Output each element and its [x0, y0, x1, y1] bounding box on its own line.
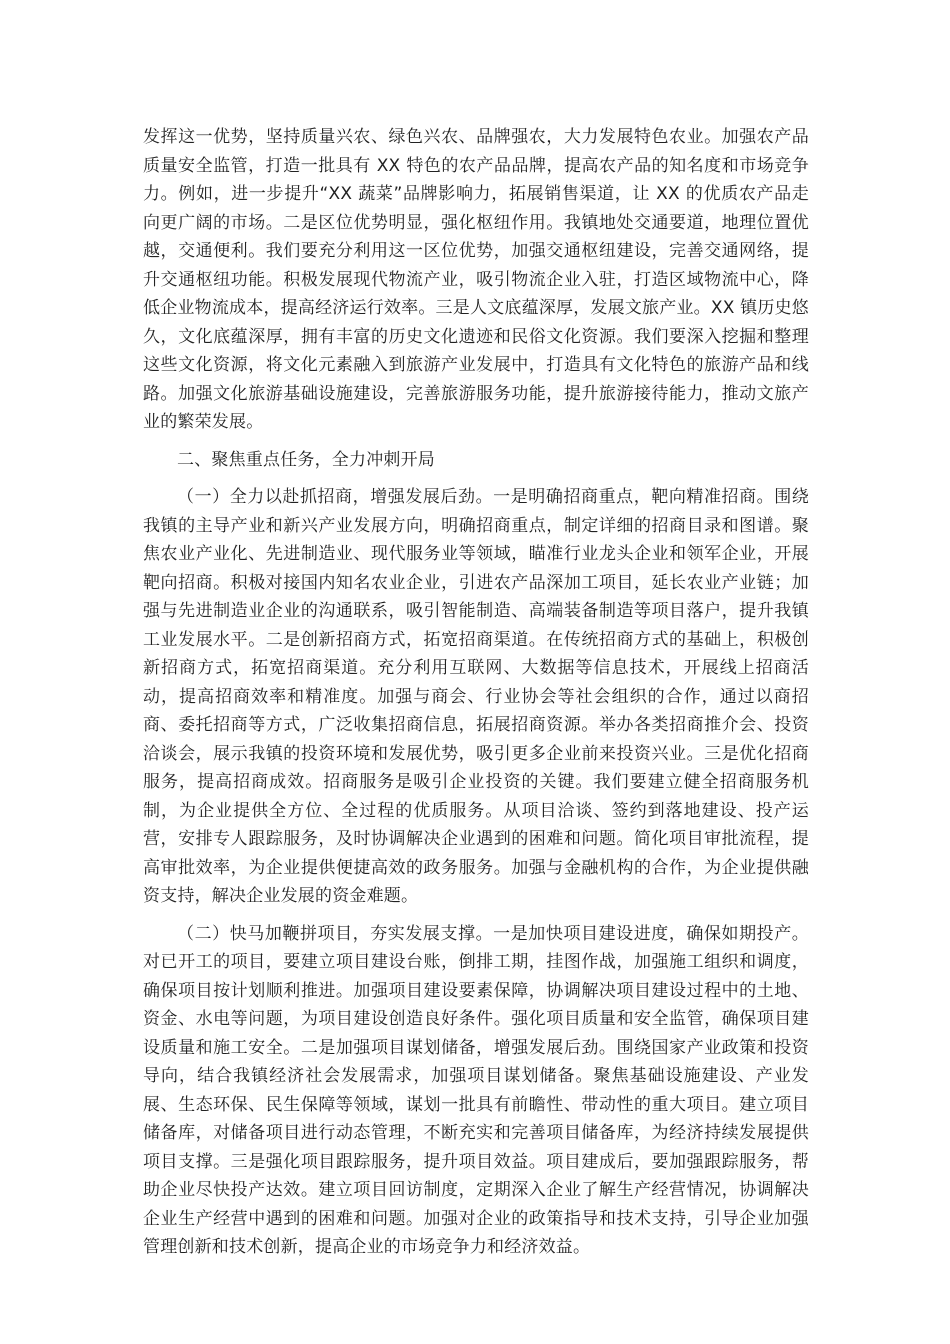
paragraph-body-continuation: 发挥这一优势，坚持质量兴农、绿色兴农、品牌强农，大力发展特色农业。加强农产品质量安全监管，打造一批具有 XX 特色的农产品品牌，提高农产品的知名度和市场竞争力。例如，进一步提升“XX 蔬菜”品牌影响力，拓展销售渠道，让 XX 的优质农产品走向更广阔的市场。二是区位优势明显，强化枢纽作用。我镇地处交通要道，地理位置优越，交通便利。我们要充分利用这一区位优势，加强交通枢纽建设，完善交通网络，提升交通枢纽功能。积极发展现代物流产业，吸引物流企业入驻，打造区域物流中心，降低企业物流成本，提高经济运行效率。三是人文底蕴深厚，发展文旅产业。XX 镇历史悠久，文化底蕴深厚，拥有丰富的历史文化遗迹和民俗文化资源。我们要深入挖掘和整理这些文化资源，将文化元素融入到旅游产业发展中，打造具有文化特色的旅游产品和线路。加强文化旅游基础设施建设，完善旅游服务功能，提升旅游接待能力，推动文旅产业的繁荣发展。	[143, 127, 809, 432]
document-page	[143, 123, 809, 1271]
section-heading: 二、聚焦重点任务，全力冲刺开局	[177, 449, 435, 470]
paragraph-project-construction: （二）快马加鞭拼项目，夯实发展支撑。一是加快项目建设进度，确保如期投产。对已开工的项目，要建立项目建设台账，倒排工期，挂图作战，加强施工组织和调度，确保项目按计划顺利推进。加强项目建设要素保障，协调解决项目建设过程中的土地、资金、水电等问题，为项目建设创造良好条件。强化项目质量和安全监管，确保项目建设质量和施工安全。二是加强项目谋划储备，增强发展后劲。围绕国家产业政策和投资导向，结合我镇经济社会发展需求，加强项目谋划储备。聚焦基础设施建设、产业发展、生态环保、民生保障等领域，谋划一批具有前瞻性、带动性的重大项目。建立项目储备库，对储备项目进行动态管理，不断充实和完善项目储备库，为经济持续发展提供项目支撑。三是强化项目跟踪服务，提升项目效益。项目建成后，要加强跟踪服务，帮助企业尽快投产达效。建立项目回访制度，定期深入企业了解生产经营情况，协调解决企业生产经营中遇到的困难和问题。加强对企业的政策指导和技术支持，引导企业加强管理创新和技术创新，提高企业的市场竞争力和经济效益。	[143, 923, 809, 1257]
paragraph-investment-attraction: （一）全力以赴抓招商，增强发展后劲。一是明确招商重点，靶向精准招商。围绕我镇的主导产业和新兴产业发展方向，明确招商重点，制定详细的招商目录和图谱。聚焦农业产业化、先进制造业、现代服务业等领域，瞄准行业龙头企业和领军企业，开展靶向招商。积极对接国内知名农业企业，引进农产品深加工项目，延长农业产业链；加强与先进制造业企业的沟通联系，吸引智能制造、高端装备制造等项目落户，提升我镇工业发展水平。二是创新招商方式，拓宽招商渠道。在传统招商方式的基础上，积极创新招商方式，拓宽招商渠道。充分利用互联网、大数据等信息技术，开展线上招商活动，提高招商效率和精准度。加强与商会、行业协会等社会组织的合作，通过以商招商、委托招商等方式，广泛收集招商信息，拓展招商资源。举办各类招商推介会、投资洽谈会，展示我镇的投资环境和发展优势，吸引更多企业前来投资兴业。三是优化招商服务，提高招商成效。招商服务是吸引企业投资的关键。我们要建立健全招商服务机制，为企业提供全方位、全过程的优质服务。从项目洽谈、签约到落地建设、投产运营，安排专人跟踪服务，及时协调解决企业遇到的困难和问题。简化项目审批流程，提高审批效率，为企业提供便捷高效的政务服务。加强与金融机构的合作，为企业提供融资支持，解决企业发展的资金难题。	[143, 487, 809, 906]
